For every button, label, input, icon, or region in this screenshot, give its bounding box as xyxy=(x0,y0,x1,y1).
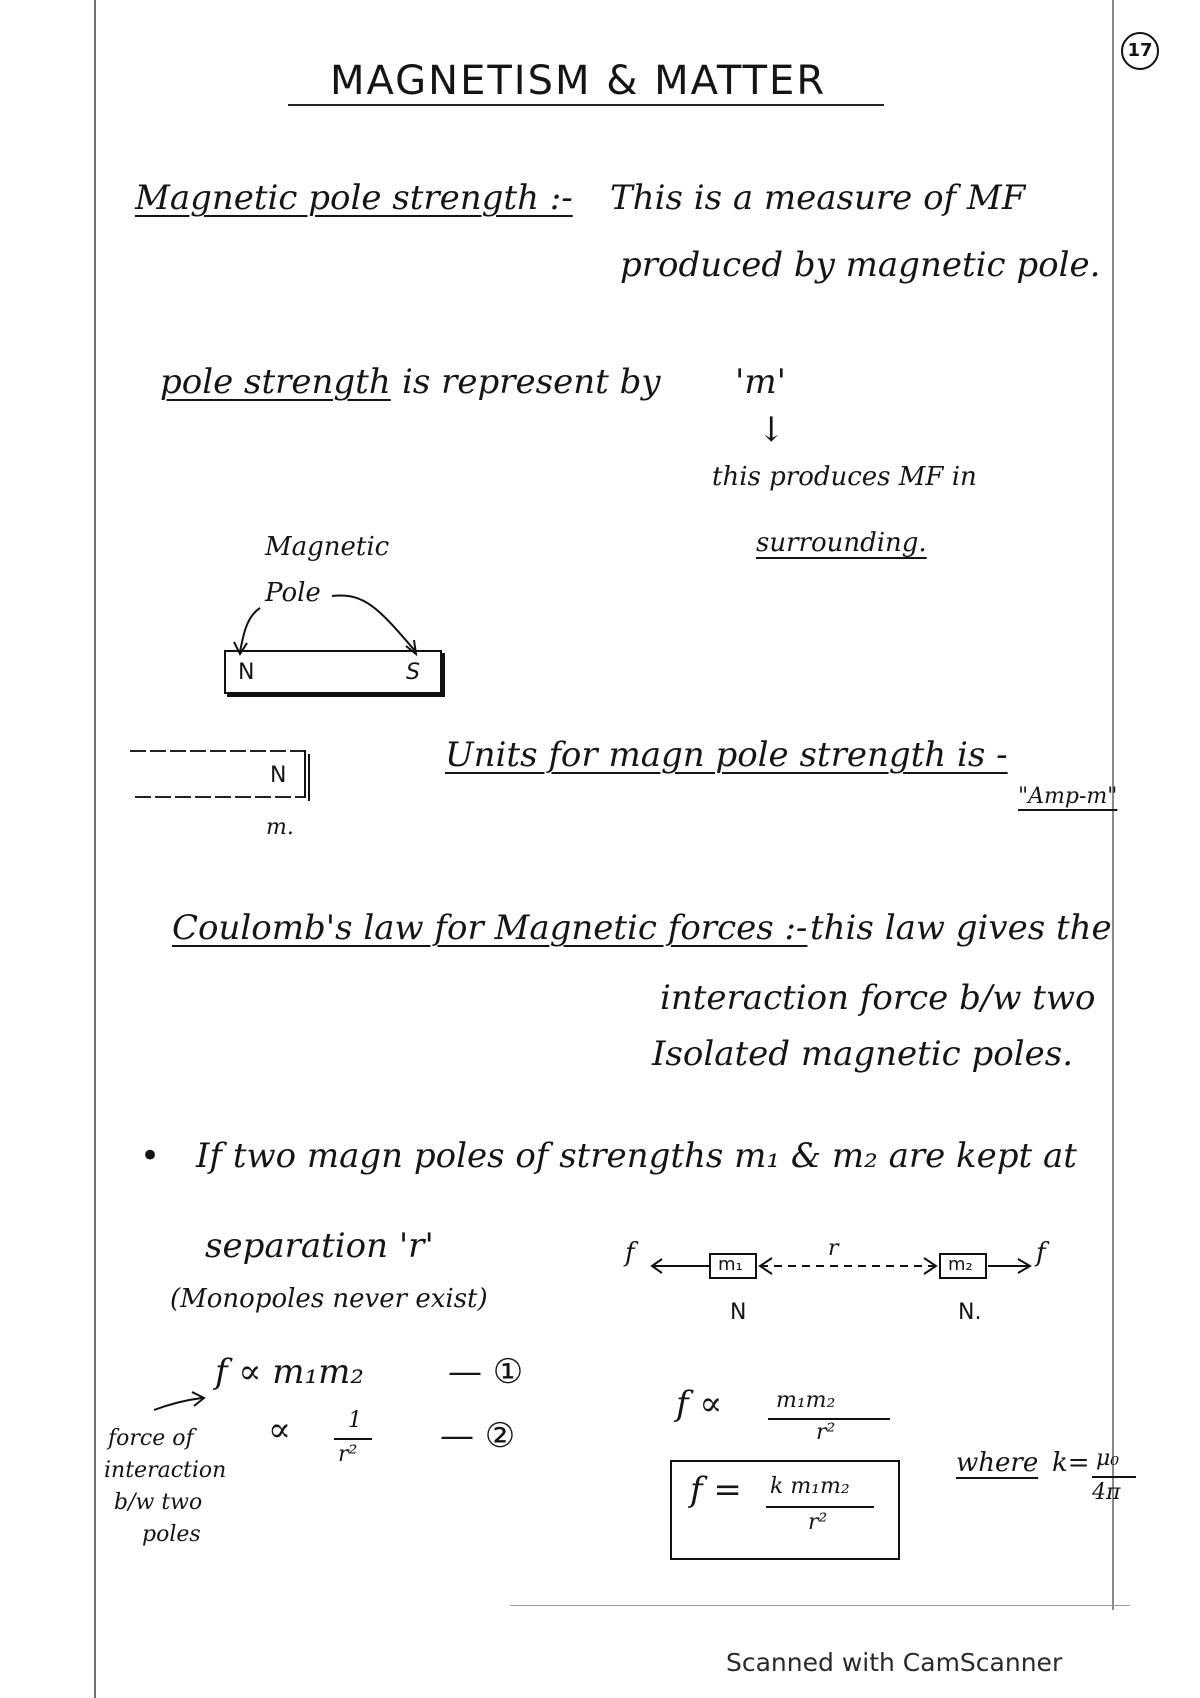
north-label-m1: N xyxy=(730,1300,747,1325)
symbol-m: 'm' xyxy=(735,362,786,402)
definition-line-2: produced by magnetic pole. xyxy=(620,245,1101,285)
long-magnet-end xyxy=(125,745,315,805)
coulomb-heading: Coulomb's law for Magnetic forces :- xyxy=(172,908,808,948)
final-numerator: k m₁m₂ xyxy=(770,1474,850,1499)
final-denominator: r² xyxy=(808,1510,828,1535)
bullet-marker: • xyxy=(140,1136,161,1176)
force-left-label: f xyxy=(625,1238,635,1268)
page-title: MAGNETISM & MATTER xyxy=(330,58,827,104)
north-pole-label: N xyxy=(238,660,255,685)
pole-strength-term: pole strength xyxy=(160,362,391,402)
title-underline xyxy=(288,104,884,106)
k-denominator: 4π xyxy=(1092,1480,1121,1505)
units-value: "Amp-m" xyxy=(1018,784,1118,809)
page-number: 17 xyxy=(1121,32,1159,70)
m2-box-label: m₂ xyxy=(948,1254,973,1275)
side-note-line-3: b/w two xyxy=(114,1490,203,1515)
m1-box-label: m₁ xyxy=(718,1254,743,1275)
separation-r-label: r xyxy=(828,1236,839,1261)
equation-1-tag: — ① xyxy=(448,1352,524,1392)
k-lhs: k= xyxy=(1052,1448,1090,1478)
bar-magnet xyxy=(224,650,442,694)
coulomb-line-3: Isolated magnetic poles. xyxy=(652,1034,1074,1074)
equation-1: f ∝ m₁m₂ xyxy=(215,1352,364,1392)
equation-2-numerator: 1 xyxy=(348,1408,362,1433)
final-lhs: f = xyxy=(690,1470,742,1510)
units-text: Units for magn pole strength is - xyxy=(445,735,1008,775)
north-label-m2: N. xyxy=(958,1300,982,1325)
scanner-watermark: Scanned with CamScanner xyxy=(726,1648,1063,1677)
where-label: where xyxy=(956,1448,1039,1478)
k-numerator: μ₀ xyxy=(1096,1446,1120,1471)
section-heading-pole-strength: Magnetic pole strength :- xyxy=(135,178,573,218)
equation-2-denominator: r² xyxy=(338,1442,358,1467)
bullet-line-2: separation 'r' xyxy=(205,1226,434,1266)
represent-text: is represent by xyxy=(402,362,661,402)
final-fraction-bar xyxy=(766,1506,874,1508)
coulomb-line-2: interaction force b/w two xyxy=(660,978,1096,1018)
combined-lhs: f ∝ xyxy=(676,1384,723,1424)
equation-2-prop: ∝ xyxy=(268,1410,292,1450)
pole-m-label: m. xyxy=(266,815,294,840)
definition-line-1: This is a measure of MF xyxy=(610,178,1026,218)
combined-denominator: r² xyxy=(816,1420,836,1445)
page-margin-left xyxy=(94,0,96,1698)
coulomb-line-1: this law gives the xyxy=(810,908,1112,948)
down-arrow-icon: ↓ xyxy=(757,410,786,450)
magnetic-pole-label-1: Magnetic xyxy=(265,532,390,562)
combined-numerator: m₁m₂ xyxy=(776,1388,836,1413)
side-note-arrow-icon xyxy=(150,1390,210,1416)
south-pole-label: S xyxy=(406,660,420,685)
k-fraction-bar xyxy=(1092,1476,1136,1478)
side-note-line-1: force of xyxy=(108,1426,194,1451)
equation-2-fraction-bar xyxy=(334,1438,372,1440)
mf-note-line-1: this produces MF in xyxy=(712,462,977,492)
bullet-line-3: (Monopoles never exist) xyxy=(170,1284,488,1314)
north-pole-label-2: N xyxy=(270,763,287,788)
two-poles-diagram xyxy=(648,1246,1058,1286)
side-note-line-4: poles xyxy=(142,1522,201,1547)
bullet-line-1: If two magn poles of strengths m₁ & m₂ are kept at xyxy=(196,1136,1077,1176)
force-right-label: f xyxy=(1036,1238,1046,1268)
equation-2-tag: — ② xyxy=(440,1416,516,1456)
side-note-line-2: interaction xyxy=(104,1458,227,1483)
mf-note-line-2: surrounding. xyxy=(756,528,927,558)
page-bottom-rule xyxy=(510,1605,1130,1606)
magnetic-pole-label-2: Pole xyxy=(265,578,321,608)
